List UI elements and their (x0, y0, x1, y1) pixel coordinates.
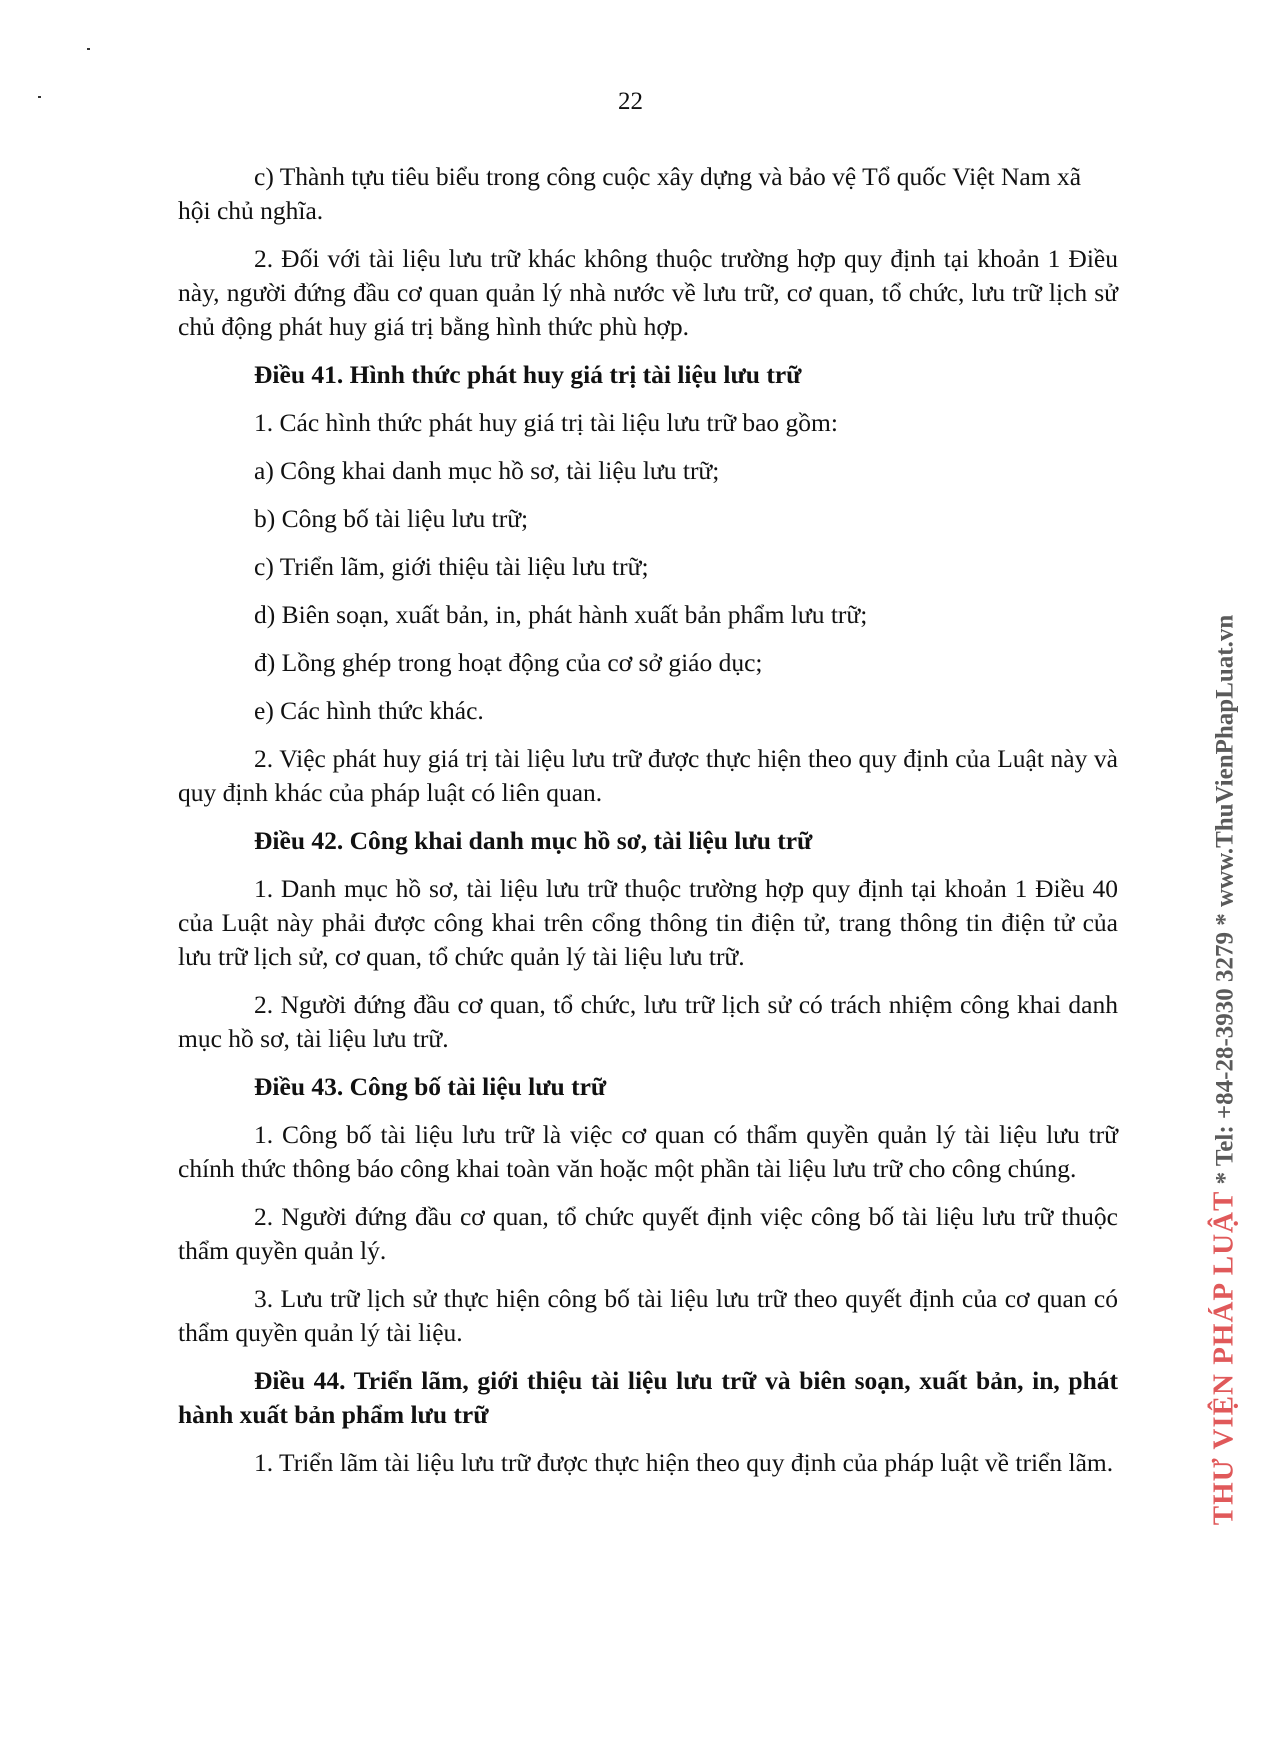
list-item: a) Công khai danh mục hồ sơ, tài liệu lưu trữ; (254, 456, 720, 485)
list-item: d) Biên soạn, xuất bản, in, phát hành xuất bản phẩm lưu trữ; (254, 600, 868, 629)
paragraph: 1. Triển lãm tài liệu lưu trữ được thực hiện theo quy định của pháp luật về triển lãm. (254, 1448, 1114, 1477)
paragraph: 2. Người đứng đầu cơ quan, tổ chức, lưu trữ lịch sử có trách nhiệm công khai danh mục hồ sơ, tài liệu lưu trữ. (178, 990, 1118, 1053)
paragraph: 1. Danh mục hồ sơ, tài liệu lưu trữ thuộc trường hợp quy định tại khoản 1 Điều 40 của Luật này phải được công khai trên cổng thông tin điện tử, trang thông tin điện tử của lưu trữ lịch sử, cơ quan, tổ chức quản lý tài liệu lưu trữ. (178, 874, 1118, 971)
paragraph: 2. Đối với tài liệu lưu trữ khác không thuộc trường hợp quy định tại khoản 1 Điều này, người đứng đầu cơ quan quản lý nhà nước về lưu trữ, cơ quan, tổ chức, lưu trữ lịch sử chủ động phát huy giá trị bằng hình thức phù hợp. (178, 244, 1118, 341)
watermark-contact: * Tel: +84-28-3930 3279 * www.ThuVienPhapLuat.vn (1211, 614, 1239, 1185)
list-item: e) Các hình thức khác. (254, 696, 484, 725)
document-body (178, 160, 1118, 1494)
paragraph: 1. Công bố tài liệu lưu trữ là việc cơ quan có thẩm quyền quản lý tài liệu lưu trữ chính thức thông báo công khai toàn văn hoặc một phần tài liệu lưu trữ cho công chúng. (178, 1120, 1118, 1183)
list-item: c) Triển lãm, giới thiệu tài liệu lưu trữ; (254, 552, 649, 581)
list-item: đ) Lồng ghép trong hoạt động của cơ sở giáo dục; (254, 648, 763, 677)
watermark (1208, 615, 1241, 1526)
list-item: b) Công bố tài liệu lưu trữ; (254, 504, 529, 533)
article-heading: Điều 42. Công khai danh mục hồ sơ, tài liệu lưu trữ (254, 826, 813, 855)
paragraph: 3. Lưu trữ lịch sử thực hiện công bố tài liệu lưu trữ theo quyết định của cơ quan có thẩm quyền quản lý tài liệu. (178, 1284, 1118, 1347)
watermark-brand: THƯ VIỆN PHÁP LUẬT (1207, 1190, 1240, 1526)
article-heading: Điều 44. Triển lãm, giới thiệu tài liệu lưu trữ và biên soạn, xuất bản, in, phát hành xuất bản phẩm lưu trữ (178, 1366, 1118, 1429)
article-heading: Điều 43. Công bố tài liệu lưu trữ (254, 1072, 607, 1101)
paragraph: 2. Việc phát huy giá trị tài liệu lưu trữ được thực hiện theo quy định của Luật này và quy định khác của pháp luật có liên quan. (178, 744, 1118, 807)
list-item: 1. Các hình thức phát huy giá trị tài liệu lưu trữ bao gồm: (254, 408, 838, 437)
paragraph: 2. Người đứng đầu cơ quan, tổ chức quyết định việc công bố tài liệu lưu trữ thuộc thẩm quyền quản lý. (178, 1202, 1118, 1265)
article-heading: Điều 41. Hình thức phát huy giá trị tài liệu lưu trữ (254, 360, 802, 389)
page-number: 22 (618, 88, 643, 115)
list-item: c) Thành tựu tiêu biểu trong công cuộc xây dựng và bảo vệ Tổ quốc Việt Nam xã hội chủ nghĩa. (178, 162, 1082, 225)
scan-speck (87, 48, 90, 50)
